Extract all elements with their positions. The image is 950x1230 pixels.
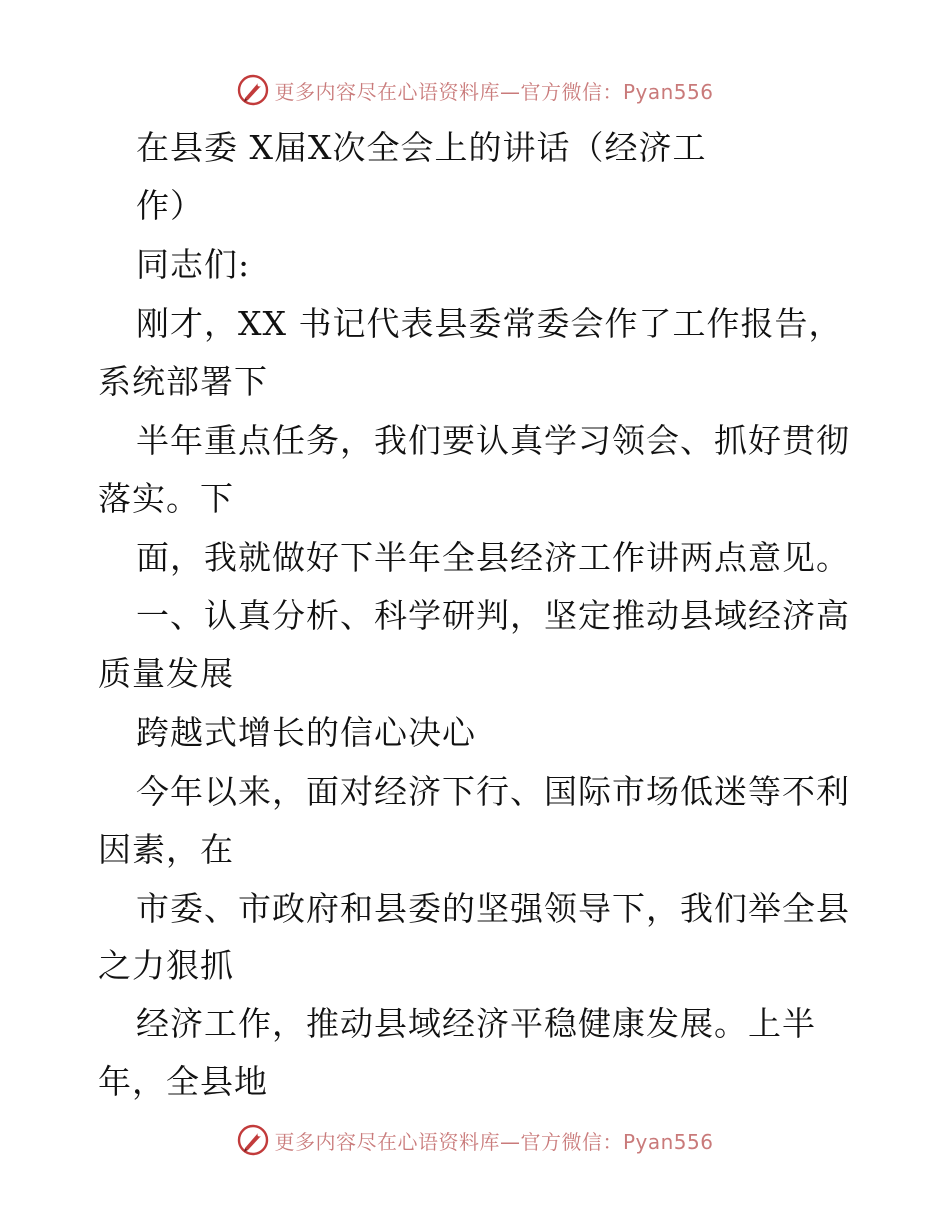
paragraph-line: 因素，在 — [98, 830, 234, 869]
footer-watermark-banner — [0, 1120, 950, 1160]
paragraph-line: 市委、市政府和县委的坚强领导下，我们举全县 — [136, 889, 850, 928]
paragraph-line: 之力狠抓 — [98, 946, 234, 985]
footer-watermark-text: 更多内容尽在心语资料库—官方微信：Pyan556 — [274, 1129, 714, 1154]
document-title-line-1: 在县委 X届X次全会上的讲话（经济工 — [136, 128, 707, 167]
section-heading-line: 一、认真分析、科学研判，坚定推动县域经济高 — [136, 596, 850, 635]
paragraph-line: 年，全县地 — [98, 1062, 268, 1101]
section-heading-line: 质量发展 — [98, 654, 234, 693]
paragraph-line: 经济工作，推动县域经济平稳健康发展。上半 — [136, 1004, 816, 1043]
pen-logo-icon — [236, 1123, 270, 1157]
paragraph-line: 刚才，XX 书记代表县委常委会作了工作报告， — [136, 304, 843, 343]
document-title-line-2: 作） — [136, 186, 204, 225]
salutation: 同志们: — [136, 245, 251, 284]
paragraph-line: 系统部署下 — [98, 362, 268, 401]
paragraph-line: 落实。下 — [98, 479, 234, 518]
paragraph-line: 今年以来，面对经济下行、国际市场低迷等不利 — [136, 772, 850, 811]
header-watermark-banner — [0, 70, 950, 110]
section-heading-line: 跨越式增长的信心决心 — [136, 713, 476, 752]
header-watermark-text: 更多内容尽在心语资料库—官方微信：Pyan556 — [274, 79, 714, 104]
paragraph-line: 面，我就做好下半年全县经济工作讲两点意见。 — [136, 538, 850, 577]
pen-logo-icon — [236, 73, 270, 107]
paragraph-line: 半年重点任务，我们要认真学习领会、抓好贯彻 — [136, 421, 850, 460]
